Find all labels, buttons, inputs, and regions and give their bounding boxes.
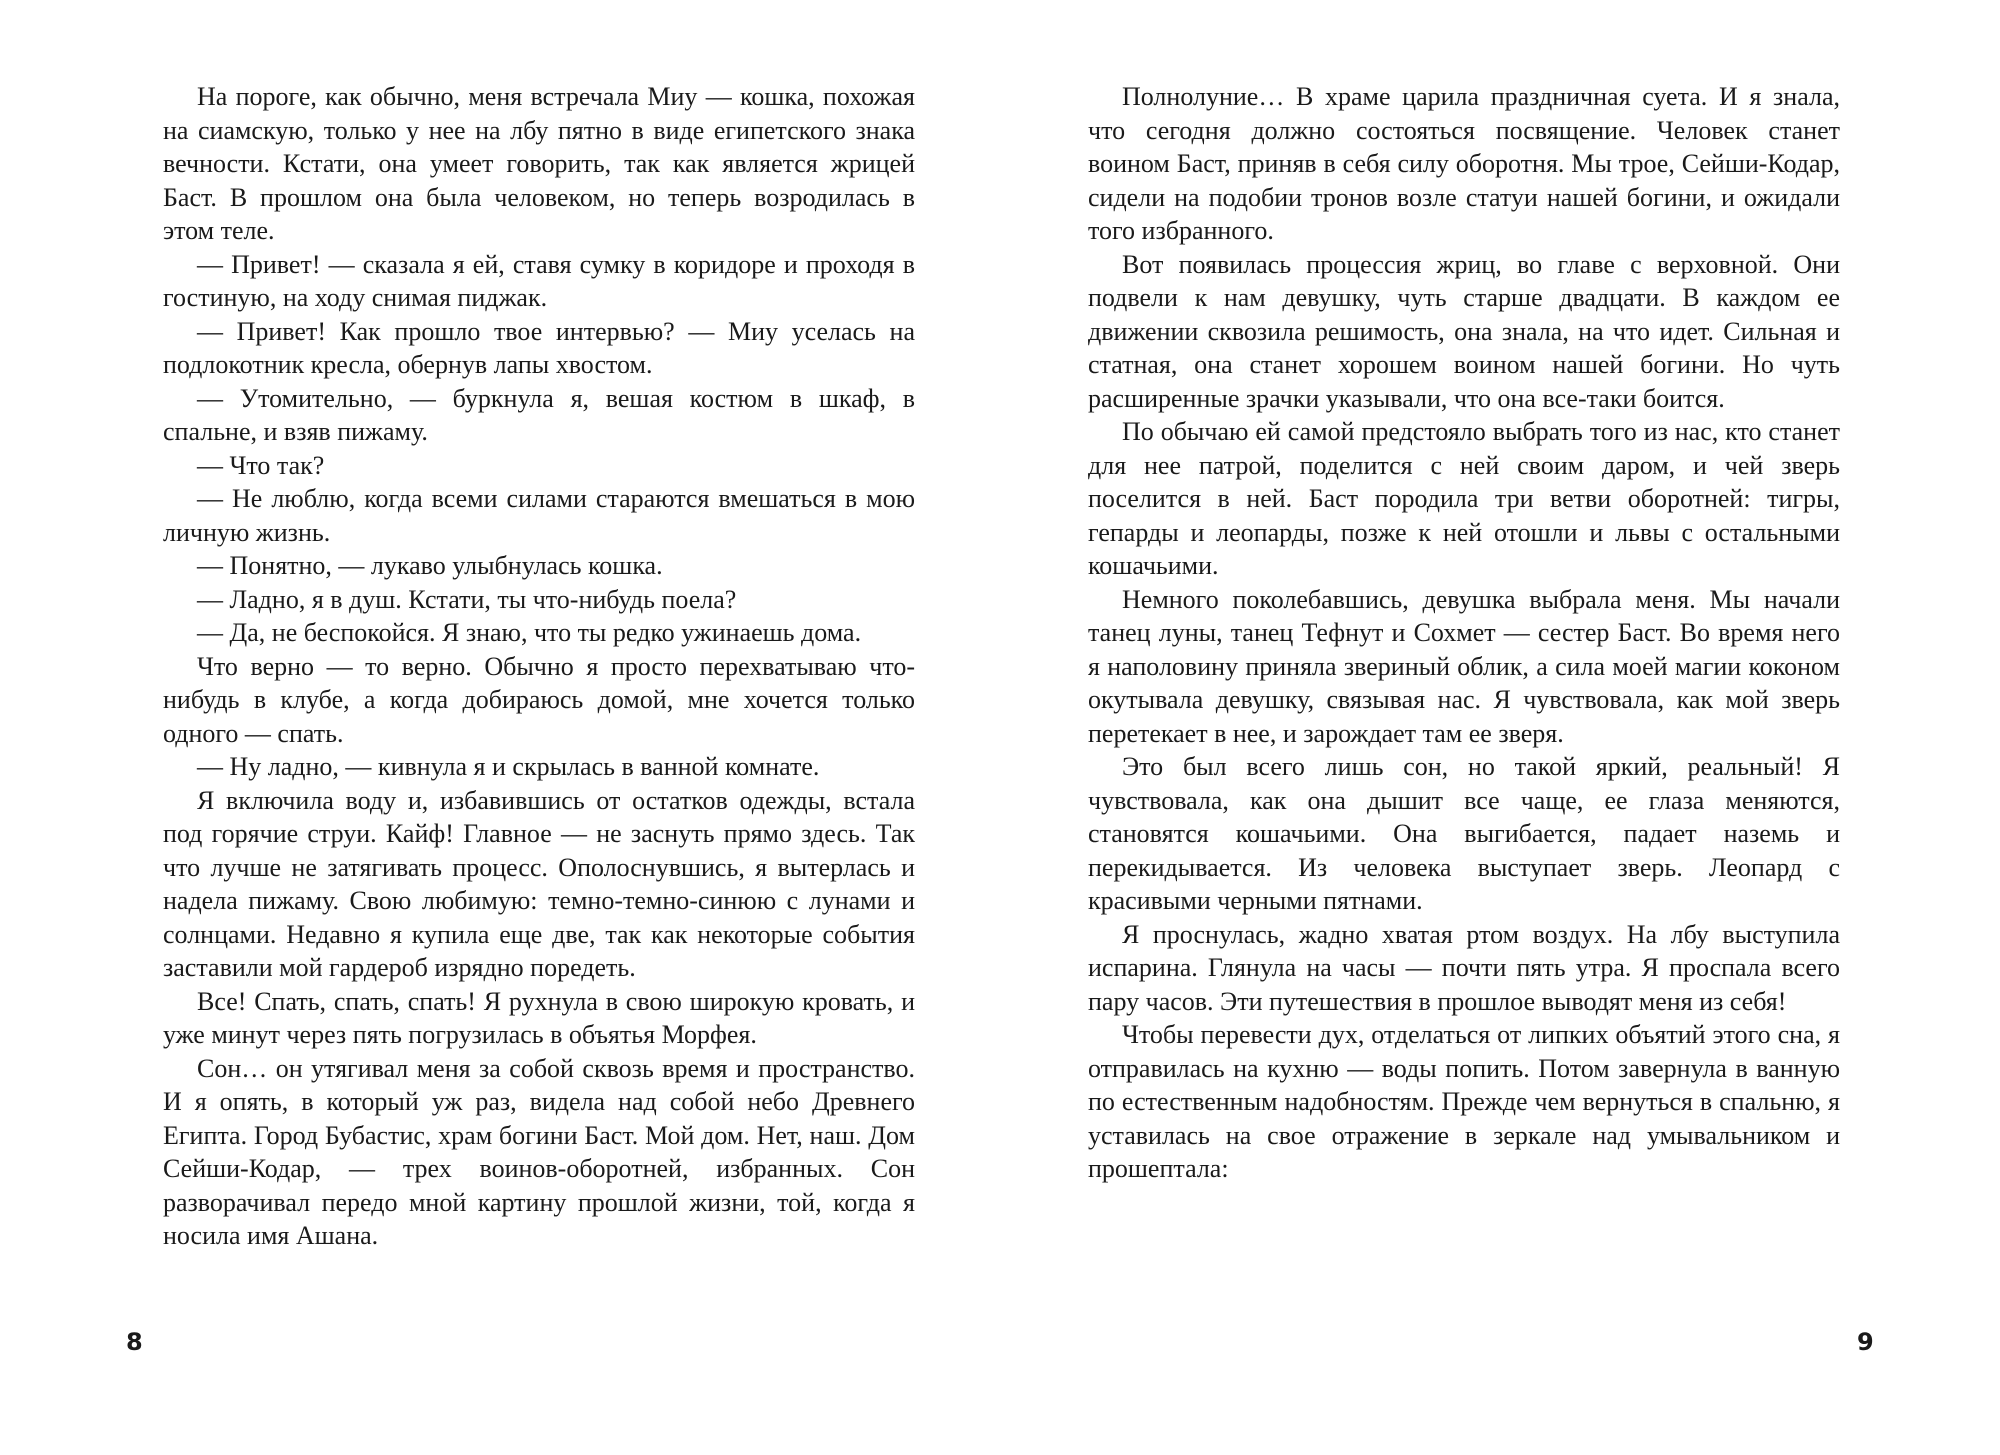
left-page — [163, 80, 915, 1253]
paragraph: По обычаю ей самой предстояло выбрать того из нас, кто станет для нее патрой, поделится с ней своим даром, и чей зверь поселится в ней. Баст породила три ветви оборотней: тигры, гепарды и леопарды, позже к ней отошли и львы с остальными кошачьими. — [1088, 417, 1840, 580]
paragraph: Чтобы перевести дух, отделаться от липких объятий этого сна, я отправилась на кухню — воды попить. Потом завернула в ванную по естественным надобностям. Прежде чем вернуться в спальню, я уставилась на свое отражение в зеркале над умывальником и прошептала: — [1088, 1020, 1840, 1183]
paragraph: Я включила воду и, избавившись от остатков одежды, встала под горячие струи. Кайф! Главное — не заснуть прямо здесь. Так что лучше не затягивать процесс. Ополоснувшись, я вытерлась и надела пижаму. Свою любимую: темно-темно-синюю с лунами и солнцами. Недавно я купила еще две, так как некоторые события заставили мой гардероб изрядно поредеть. — [163, 785, 915, 982]
page-number-left: 8 — [126, 1328, 143, 1356]
paragraph: — Не люблю, когда всеми силами стараются вмешаться в мою личную жизнь. — [163, 484, 915, 547]
paragraph: Что верно — то верно. Обычно я просто перехватываю что-нибудь в клубе, а когда добираюсь домой, мне хочется только одного — спать. — [163, 651, 915, 748]
paragraph: На пороге, как обычно, меня встречала Миу — кошка, похожая на сиамскую, только у нее на лбу пятно в виде египетского знака вечности. Кстати, она умеет говорить, так как является жрицей Баст. В прошлом она была человеком, но теперь возродилась в этом теле. — [163, 82, 915, 245]
paragraph: — Ладно, я в душ. Кстати, ты что-нибудь поела? — [197, 584, 737, 614]
paragraph: Это был всего лишь сон, но такой яркий, реальный! Я чувствовала, как она дышит все чаще, ее глаза меняются, становятся кошачьими. Она выгибается, падает наземь и перекидывается. Из человека выступает зверь. Леопард с красивыми черными пятнами. — [1088, 752, 1840, 915]
left-page-text — [163, 80, 915, 1253]
paragraph: — Понятно, — лукаво улыбнулась кошка. — [197, 551, 663, 580]
paragraph: — Привет! — сказала я ей, ставя сумку в коридоре и проходя в гостиную, на ходу снимая пиджак. — [163, 249, 915, 312]
right-page-text — [1088, 80, 1840, 1186]
paragraph: — Да, не беспокойся. Я знаю, что ты редко ужинаешь дома. — [197, 618, 862, 647]
paragraph: Вот появилась процессия жриц, во главе с верховной. Они подвели к нам девушку, чуть старше двадцати. В каждом ее движении сквозила решимость, она знала, на что идет. Сильная и статная, она станет хорошем воином нашей богини. Но чуть расширенные зрачки указывали, что она все-таки боится. — [1088, 249, 1840, 413]
paragraph: Полнолуние… В храме царила праздничная суета. И я знала, что сегодня должно состояться посвящение. Человек станет воином Баст, приняв в себя силу оборотня. Мы трое, Сейши-Кодар, сидели на подобии тронов возле статуи нашей богини, и ожидали того избранного. — [1088, 82, 1840, 245]
paragraph: Сон… он утягивал меня за собой сквозь время и пространство. И я опять, в который уж раз, видела над собой небо Древнего Египта. Город Бубастис, храм богини Баст. Мой дом. Нет, наш. Дом Сейши-Кодар, — трех воинов-оборотней, избранных. Сон разворачивал передо мной картину прошлой жизни, той, когда я носила имя Ашана. — [163, 1053, 915, 1250]
paragraph: Я проснулась, жадно хватая ртом воздух. На лбу выступила испарина. Глянула на часы — почти пять утра. Я проспала всего пару часов. Эти путешествия в прошлое выводят меня из себя! — [1088, 919, 1840, 1016]
paragraph: Немного поколебавшись, девушка выбрала меня. Мы начали танец луны, танец Тефнут и Сохмет — сестер Баст. Во время него я наполовину приняла звериный облик, а сила моей магии коконом окутывала девушку, связывая нас. Я чувствовала, как мой зверь перетекает в нее, и зарождает там ее зверя. — [1088, 584, 1840, 748]
paragraph: Все! Спать, спать, спать! Я рухнула в свою широкую кровать, и уже минут через пять погрузилась в объятья Морфея. — [163, 986, 915, 1049]
paragraph: — Утомительно, — буркнула я, вешая костюм в шкаф, в спальне, и взяв пижаму. — [163, 383, 915, 446]
page-number-right: 9 — [1857, 1328, 1874, 1356]
paragraph: — Привет! Как прошло твое интервью? — Миу уселась на подлокотник кресла, обернув лапы хвостом. — [163, 316, 915, 379]
right-page — [1088, 80, 1840, 1186]
paragraph: — Что так? — [197, 450, 325, 480]
paragraph: — Ну ладно, — кивнула я и скрылась в ванной комнате. — [197, 752, 820, 781]
